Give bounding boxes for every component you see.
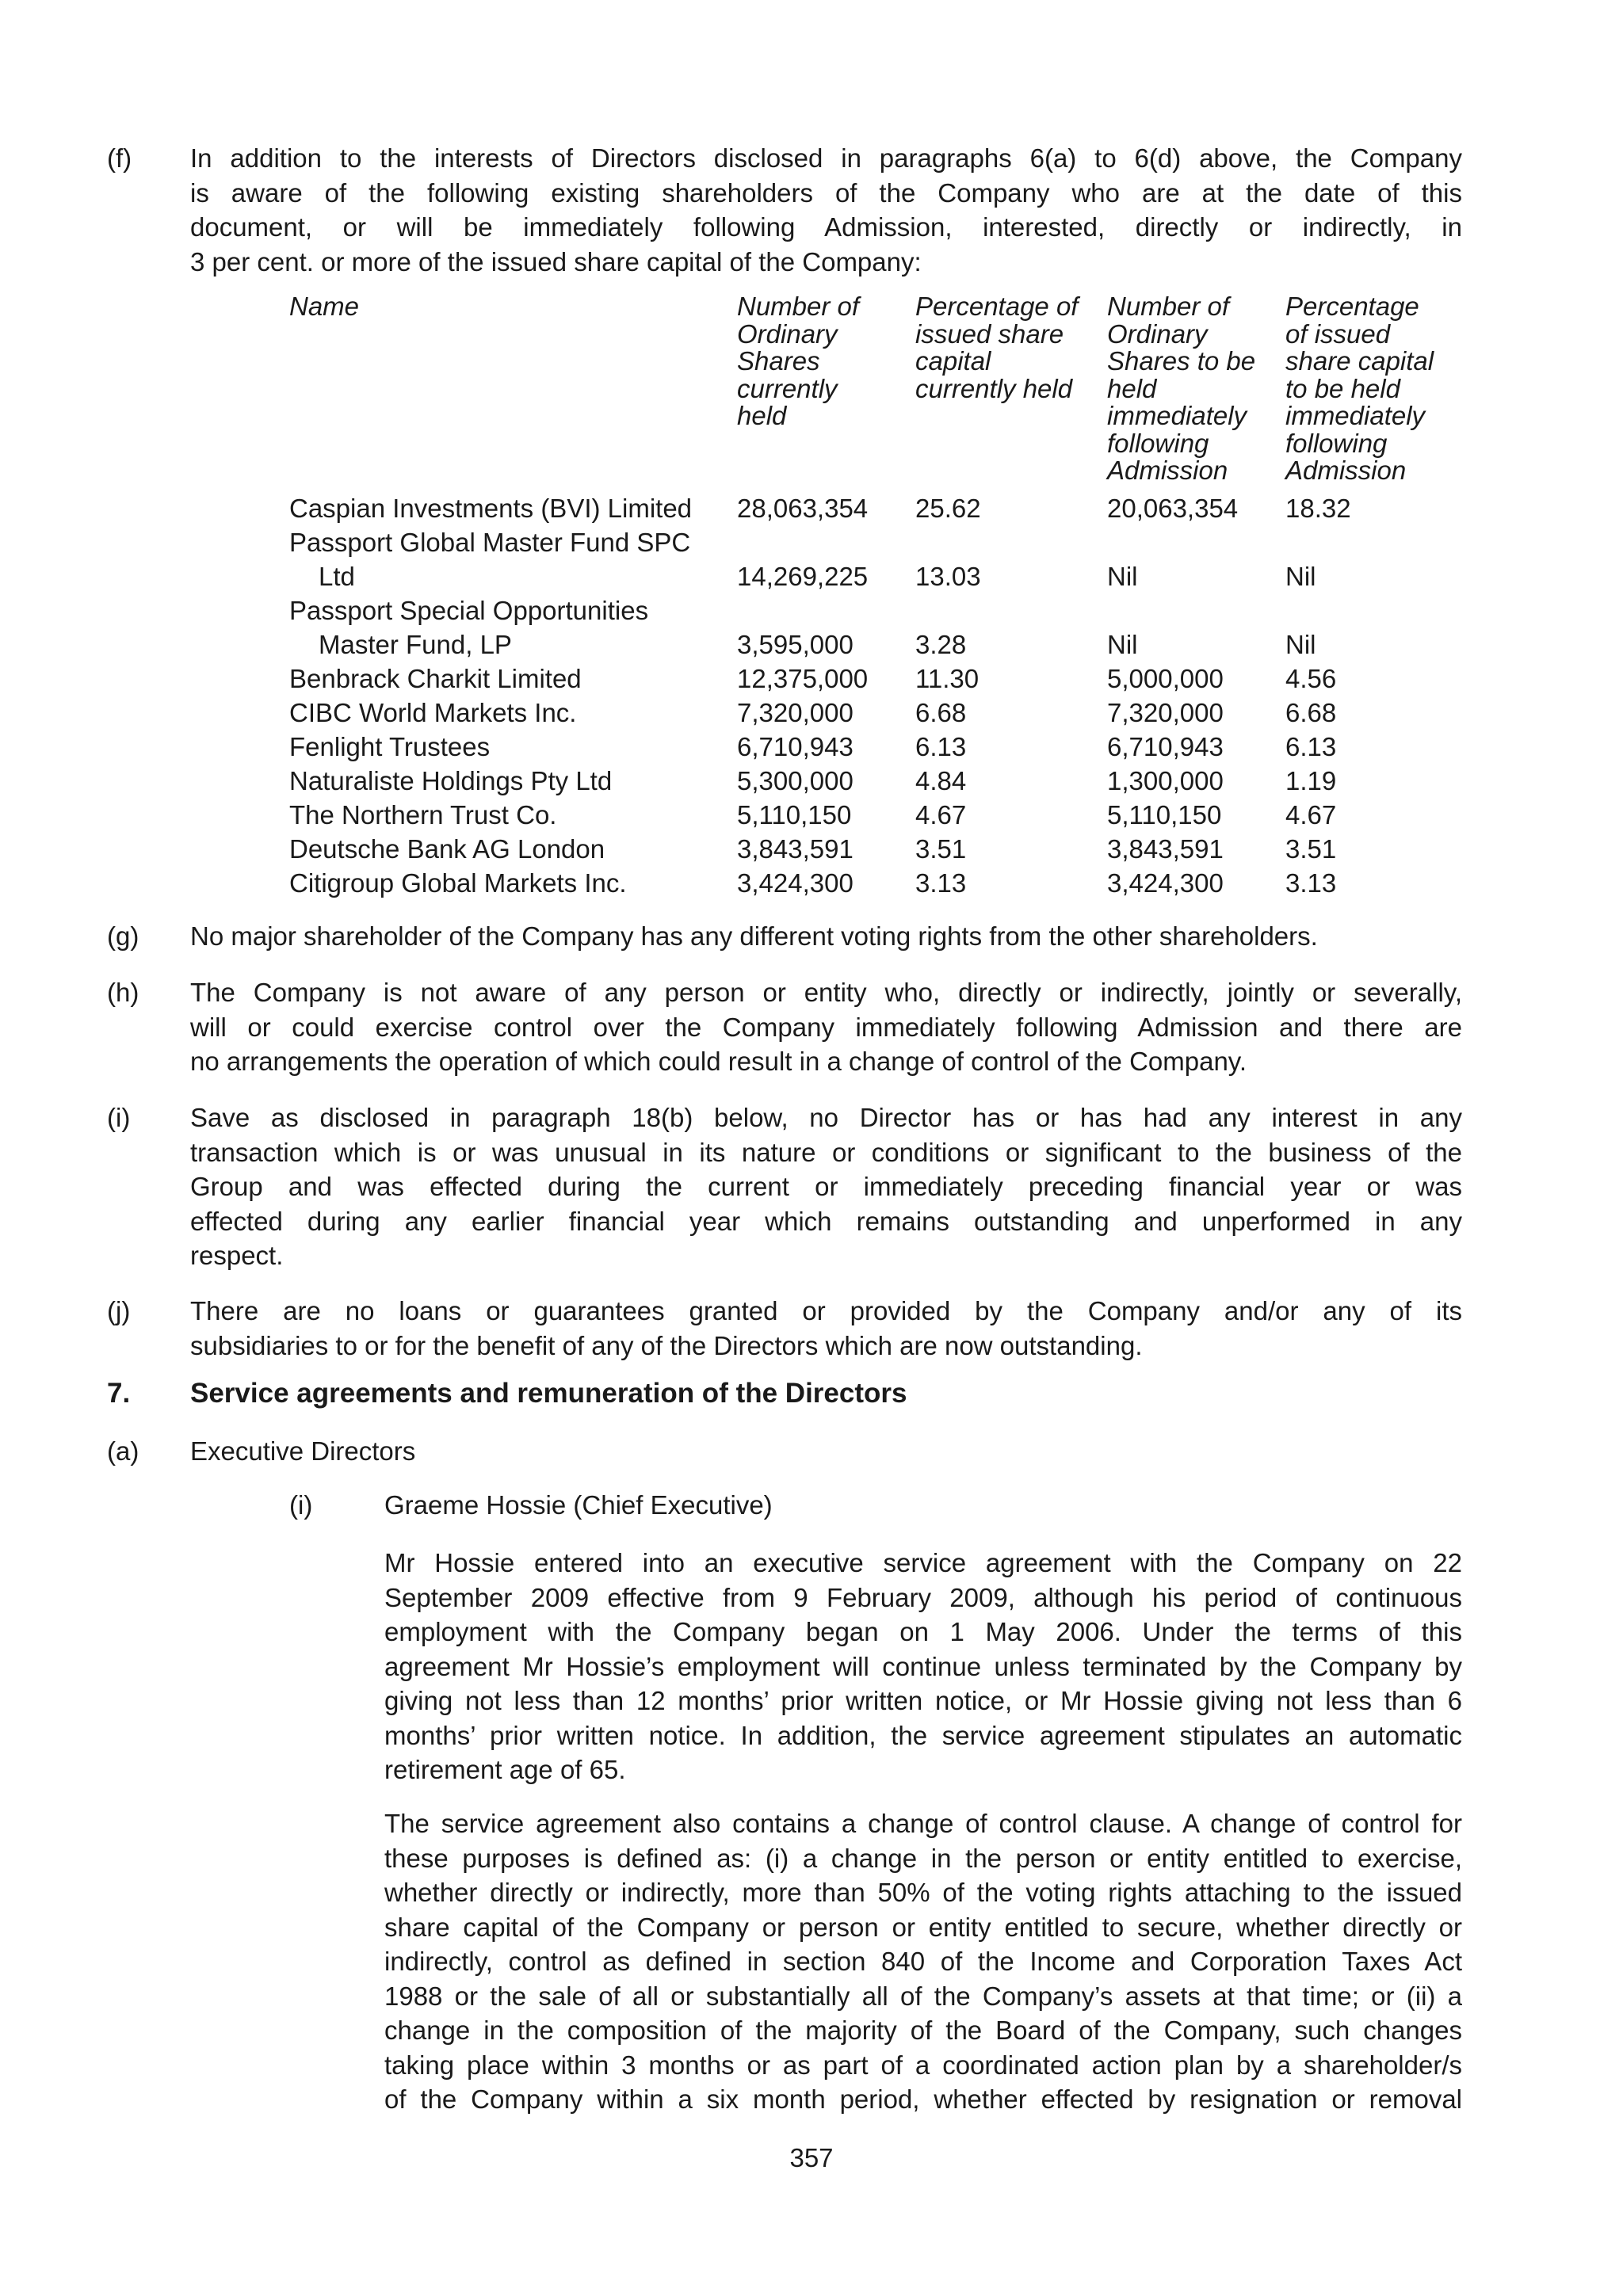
cell-pct-after: 6.13 (1285, 732, 1337, 761)
text-line: giving not less than 12 months’ prior written notice, or Mr Hossie giving not less than 6 (384, 1686, 1462, 1715)
cell-pct-after: 3.13 (1285, 868, 1337, 898)
cell-name: The Northern Trust Co. (289, 800, 557, 830)
column-header-pct-now (915, 293, 1078, 402)
paragraph-label: (g) (107, 921, 139, 951)
cell-shares-after: 6,710,943 (1107, 732, 1224, 761)
cell-name: Benbrack Charkit Limited (289, 664, 582, 693)
table-row (289, 866, 1478, 900)
page-number: 357 (789, 2143, 834, 2172)
cell-pct-now: 4.84 (915, 766, 967, 795)
header-line: Percentage of (915, 292, 1079, 321)
text-line: In addition to the interests of Directors disclosed in paragraphs 6(a) to 6(d) above, the Company (190, 143, 1462, 173)
hossie-paragraph-1 (384, 1546, 1462, 1787)
cell-pct-now: 4.67 (915, 800, 967, 830)
text-line: No major shareholder of the Company has any different voting rights from the other shareholders. (190, 921, 1318, 951)
header-line: Name (289, 292, 360, 321)
paragraph-label: (i) (107, 1103, 131, 1132)
sub-item-title: Graeme Hossie (Chief Executive) (384, 1490, 773, 1520)
cell-shares-after: 3,843,591 (1107, 834, 1224, 864)
cell-pct-now: 25.62 (915, 494, 981, 523)
header-line: following (1107, 428, 1209, 458)
cell-pct-after: 4.67 (1285, 800, 1337, 830)
cell-name: Passport Special Opportunities (289, 596, 649, 625)
header-line: Number of (737, 292, 860, 321)
text-line: employment with the Company began on 1 May 2006. Under the terms of this (384, 1617, 1462, 1646)
header-line: Ordinary (1107, 318, 1208, 349)
cell-name: Passport Global Master Fund SPC (289, 528, 691, 557)
cell-name-continued: Ltd (319, 562, 355, 591)
cell-pct-now: 3.28 (915, 630, 967, 659)
section-number: 7. (107, 1378, 131, 1409)
cell-name: Caspian Investments (BVI) Limited (289, 494, 693, 523)
cell-shares-now: 5,300,000 (737, 766, 854, 795)
header-line: Shares to be (1107, 346, 1256, 376)
subsection-title: Executive Directors (190, 1436, 416, 1466)
paragraph-label: (a) (107, 1436, 139, 1466)
hossie-paragraph-2 (384, 1806, 1462, 2117)
paragraph-g (107, 919, 1462, 954)
table-row (289, 525, 1478, 559)
paragraph-label: (h) (107, 978, 139, 1007)
text-line: agreement Mr Hossie’s employment will continue unless terminated by the Company by (384, 1651, 1462, 1681)
header-line: issued share (915, 318, 1064, 349)
cell-pct-now: 3.13 (915, 868, 967, 898)
cell-name: Naturaliste Holdings Pty Ltd (289, 766, 613, 795)
text-line: Group and was effected during the current or immediately preceding financial year or was (190, 1172, 1462, 1201)
table-row (289, 798, 1478, 832)
header-line: to be held (1285, 373, 1400, 403)
cell-shares-after: 7,320,000 (1107, 698, 1224, 727)
text-line: Mr Hossie entered into an executive service agreement with the Company on 22 (384, 1548, 1462, 1577)
text-line: respect. (190, 1241, 284, 1270)
header-line: currently (737, 373, 838, 403)
text-line: change in the composition of the majority of the Board of the Company, such changes (384, 2016, 1462, 2045)
text-line: taking place within 3 months or as part of a coordinated action plan by a shareholder/s (384, 2050, 1462, 2080)
cell-name: Deutsche Bank AG London (289, 834, 605, 864)
column-header-pct-after (1285, 293, 1434, 485)
column-header-shares-now (737, 293, 859, 430)
header-line: held (737, 401, 787, 430)
cell-pct-now: 11.30 (915, 664, 980, 693)
header-line: of issued (1285, 318, 1391, 349)
text-line: There are no loans or guarantees granted or provided by the Company and/or any of its (190, 1296, 1462, 1325)
cell-name-continued: Master Fund, LP (319, 630, 512, 659)
cell-pct-after: 6.68 (1285, 698, 1337, 727)
text-line: transaction which is or was unusual in its nature or conditions or significant to the business of the (190, 1137, 1462, 1167)
column-header-name (289, 293, 359, 321)
column-header-shares-after (1107, 293, 1255, 485)
cell-pct-after: 4.56 (1285, 664, 1337, 693)
table-row (289, 832, 1478, 866)
cell-shares-after: 20,063,354 (1107, 494, 1239, 523)
text-line: no arrangements the operation of which could result in a change of control of the Company. (190, 1047, 1247, 1076)
cell-shares-after: 3,424,300 (1107, 868, 1224, 898)
header-line: capital (915, 346, 991, 376)
text-line: September 2009 effective from 9 February 2009, although his period of continuous (384, 1582, 1462, 1612)
paragraph-a (107, 1434, 1462, 1469)
cell-name: Citigroup Global Markets Inc. (289, 868, 627, 898)
cell-shares-now: 14,269,225 (737, 562, 869, 591)
table-row (289, 730, 1478, 764)
cell-pct-now: 6.68 (915, 698, 967, 727)
header-line: Shares (737, 346, 820, 376)
header-line: Percentage (1285, 292, 1419, 321)
cell-shares-after: Nil (1107, 630, 1138, 659)
cell-pct-now: 13.03 (915, 562, 981, 591)
paragraph-label: (j) (107, 1296, 131, 1325)
paragraph-label: (f) (107, 143, 132, 173)
cell-shares-now: 3,424,300 (737, 868, 854, 898)
cell-pct-after: Nil (1285, 630, 1316, 659)
cell-shares-now: 3,843,591 (737, 834, 854, 864)
cell-shares-now: 28,063,354 (737, 494, 869, 523)
cell-pct-now: 6.13 (915, 732, 967, 761)
paragraph-f (107, 141, 1462, 279)
cell-pct-now: 3.51 (915, 834, 967, 864)
header-line: share capital (1285, 346, 1434, 376)
text-line: document, or will be immediately following Admission, interested, directly or indirectly, in (190, 212, 1462, 242)
table-row (289, 764, 1478, 798)
cell-pct-after: 18.32 (1285, 494, 1351, 523)
cell-shares-after: 5,110,150 (1107, 800, 1222, 830)
header-line: Admission (1285, 456, 1407, 485)
cell-shares-now: 6,710,943 (737, 732, 854, 761)
table-row (289, 696, 1478, 730)
text-line: whether directly or indirectly, more than 50% of the voting rights attaching to the issued (384, 1878, 1462, 1907)
paragraph-j (107, 1294, 1462, 1363)
cell-shares-now: 5,110,150 (737, 800, 852, 830)
section-heading (107, 1376, 1462, 1411)
cell-shares-after: 5,000,000 (1107, 664, 1224, 693)
text-line: months’ prior written notice. In addition, the service agreement stipulates an automatic (384, 1720, 1462, 1750)
text-line: Save as disclosed in paragraph 18(b) below, no Director has or has had any interest in any (190, 1103, 1462, 1132)
header-line: held (1107, 373, 1157, 403)
cell-shares-now: 12,375,000 (737, 664, 869, 693)
sub-item-label: (i) (289, 1490, 313, 1520)
text-line: will or could exercise control over the Company immediately following Admission and there are (190, 1012, 1462, 1042)
header-line: following (1285, 428, 1388, 458)
text-line: The Company is not aware of any person or entity who, directly or indirectly, jointly or severally, (190, 978, 1462, 1007)
text-line: share capital of the Company or person or entity entitled to secure, whether directly or (384, 1912, 1462, 1942)
paragraph-i (107, 1100, 1462, 1273)
text-line: effected during any earlier financial year which remains outstanding and unperformed in any (190, 1206, 1462, 1236)
header-line: Number of (1107, 292, 1230, 321)
sub-item-i (289, 1488, 1462, 1523)
table-row-continuation (289, 627, 1478, 662)
text-line: of the Company within a six month period, whether effected by resignation or removal (384, 2084, 1462, 2114)
header-line: Ordinary (737, 318, 838, 349)
table-row (289, 491, 1478, 525)
text-line: 1988 or the sale of all or substantially all of the Company’s assets at that time; or (ii) a (384, 1981, 1462, 2011)
cell-name: CIBC World Markets Inc. (289, 698, 577, 727)
header-line: Admission (1107, 456, 1228, 485)
text-line: indirectly, control as defined in section 840 of the Income and Corporation Taxes Act (384, 1947, 1462, 1976)
cell-shares-after: 1,300,000 (1107, 766, 1224, 795)
cell-shares-after: Nil (1107, 562, 1138, 591)
cell-pct-after: 3.51 (1285, 834, 1337, 864)
table-row-continuation (289, 559, 1478, 593)
text-line: retirement age of 65. (384, 1755, 626, 1784)
header-line: immediately (1285, 401, 1426, 430)
text-line: these purposes is defined as: (i) a change in the person or entity entitled to exercise, (384, 1843, 1462, 1873)
header-line: immediately (1107, 401, 1247, 430)
cell-pct-after: 1.19 (1285, 766, 1337, 795)
section-title: Service agreements and remuneration of the Directors (190, 1378, 907, 1409)
cell-shares-now: 3,595,000 (737, 630, 854, 659)
table-row (289, 662, 1478, 696)
cell-pct-after: Nil (1285, 562, 1316, 591)
paragraph-h (107, 975, 1462, 1079)
text-line: 3 per cent. or more of the issued share capital of the Company: (190, 246, 922, 277)
header-line: currently held (915, 373, 1073, 403)
text-line: is aware of the following existing shareholders of the Company who are at the date of this (190, 177, 1462, 208)
cell-name: Fenlight Trustees (289, 732, 491, 761)
table-row (289, 593, 1478, 627)
text-line: The service agreement also contains a change of control clause. A change of control for (384, 1809, 1462, 1838)
text-line: subsidiaries to or for the benefit of any of the Directors which are now outstanding. (190, 1330, 1143, 1360)
cell-shares-now: 7,320,000 (737, 698, 854, 727)
